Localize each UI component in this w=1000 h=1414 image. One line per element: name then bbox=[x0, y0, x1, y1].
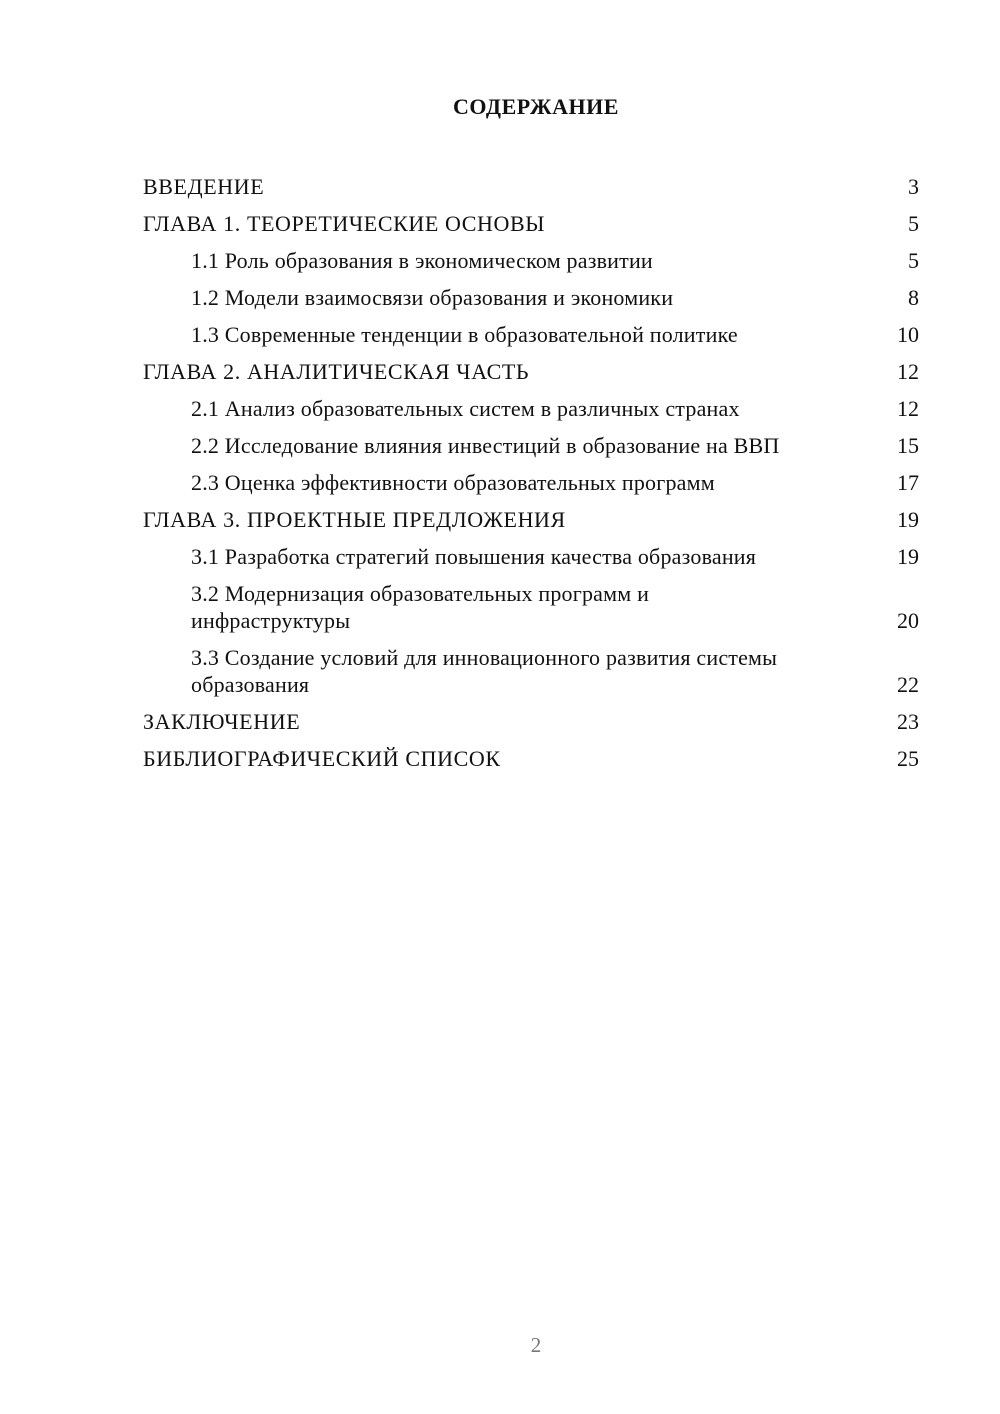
toc-entry bbox=[143, 205, 919, 242]
toc-subentry-title: 1.2 Модели взаимосвязи образования и экономики bbox=[191, 285, 674, 310]
toc-entry-page: 23 bbox=[897, 709, 919, 734]
toc-subentry-page: 17 bbox=[897, 470, 919, 495]
toc-subentry bbox=[143, 538, 919, 575]
toc-entry-title: ГЛАВА 3. ПРОЕКТНЫЕ ПРЕДЛОЖЕНИЯ bbox=[143, 507, 566, 532]
toc-subentry-title: 3.1 Разработка стратегий повышения качества образования bbox=[191, 544, 757, 569]
toc-entry-page: 3 bbox=[908, 174, 919, 199]
toc-entry-title: ВВЕДЕНИЕ bbox=[143, 174, 265, 199]
toc-entry bbox=[143, 703, 919, 740]
page-title: СОДЕРЖАНИЕ bbox=[453, 94, 619, 119]
toc-subentry bbox=[143, 427, 919, 464]
toc-subentry bbox=[143, 279, 919, 316]
page-number: 2 bbox=[530, 1333, 542, 1357]
toc-subentry-title: 3.3 Создание условий для инновационного развития системы образования bbox=[191, 645, 778, 697]
toc-subentry bbox=[143, 464, 919, 501]
toc-subentry-page: 8 bbox=[908, 285, 919, 310]
toc-subentry bbox=[143, 390, 919, 427]
toc-subentry-title: 1.1 Роль образования в экономическом развитии bbox=[191, 248, 653, 273]
toc-entry-page: 12 bbox=[897, 359, 919, 384]
toc-entry-title: ЗАКЛЮЧЕНИЕ bbox=[143, 709, 301, 734]
toc-entry-title: БИБЛИОГРАФИЧЕСКИЙ СПИСОК bbox=[143, 746, 501, 771]
toc-subentry bbox=[143, 639, 919, 703]
toc-subentry-page: 15 bbox=[897, 433, 919, 458]
toc-entry bbox=[143, 353, 919, 390]
toc-subentry-page: 22 bbox=[897, 672, 919, 697]
toc-entry-title: ГЛАВА 1. ТЕОРЕТИЧЕСКИЕ ОСНОВЫ bbox=[143, 211, 546, 236]
toc-subentry-title: 1.3 Современные тенденции в образовательной политике bbox=[191, 322, 738, 347]
toc-subentry-page: 5 bbox=[908, 248, 919, 273]
toc-entry-page: 5 bbox=[908, 211, 919, 236]
toc-subentry bbox=[143, 575, 919, 639]
toc-entry bbox=[143, 168, 919, 205]
toc-subentry-title: 2.1 Анализ образовательных систем в различных странах bbox=[191, 396, 740, 421]
toc-subentry-page: 19 bbox=[897, 544, 919, 569]
toc-entry bbox=[143, 740, 919, 777]
toc-entry-title: ГЛАВА 2. АНАЛИТИЧЕСКАЯ ЧАСТЬ bbox=[143, 359, 530, 384]
toc-subentry-title: 3.2 Модернизация образовательных программ и инфраструктуры bbox=[191, 581, 650, 633]
toc-subentry bbox=[143, 242, 919, 279]
toc-subentry-page: 20 bbox=[897, 608, 919, 633]
toc-subentry-page: 10 bbox=[897, 322, 919, 347]
toc-subentry-title: 2.3 Оценка эффективности образовательных программ bbox=[191, 470, 715, 495]
toc-subentry-title: 2.2 Исследование влияния инвестиций в образование на ВВП bbox=[191, 433, 780, 458]
toc-subentry bbox=[143, 316, 919, 353]
toc-subentry-page: 12 bbox=[897, 396, 919, 421]
toc-entry-page: 19 bbox=[897, 507, 919, 532]
toc-entry bbox=[143, 501, 919, 538]
table-of-contents bbox=[143, 168, 919, 777]
toc-entry-page: 25 bbox=[897, 746, 919, 771]
